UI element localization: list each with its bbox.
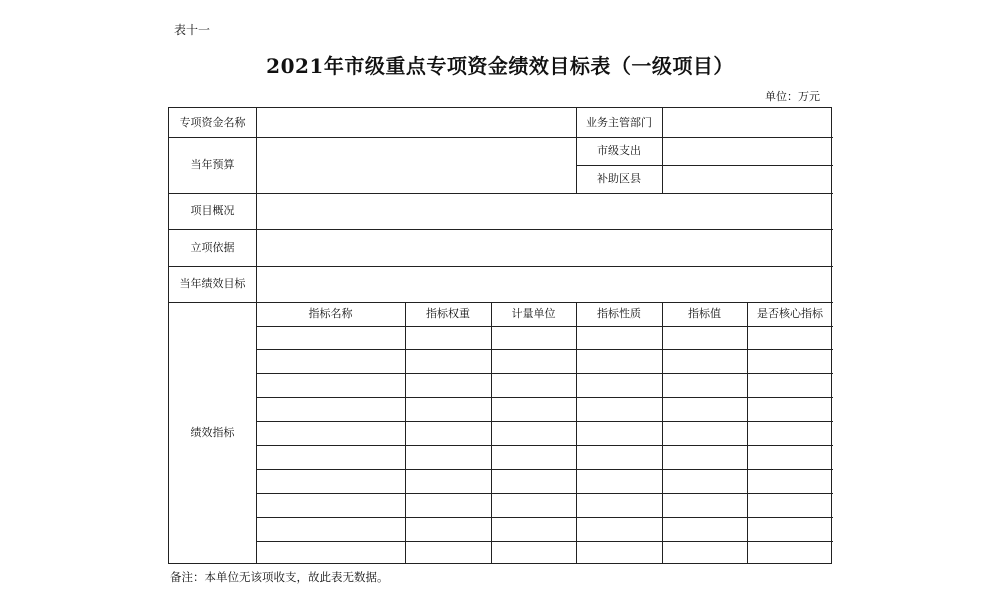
indicator-header-name: 指标名称 — [308, 307, 353, 320]
city-spend-label: 市级支出 — [597, 144, 641, 157]
fund-name-label: 专项资金名称 — [179, 116, 246, 129]
col-divider — [662, 302, 663, 563]
indicator-header-weight: 指标权重 — [426, 307, 470, 320]
col-divider — [747, 302, 748, 563]
indicator-header-nature: 指标性质 — [597, 307, 641, 320]
row-divider — [169, 302, 833, 303]
overview-label: 项目概况 — [190, 204, 235, 217]
page-title: 2021年市级重点专项资金绩效目标表（一级项目） — [266, 54, 734, 78]
performance-goal-table — [168, 107, 832, 564]
table-number-label: 表十一 — [174, 23, 211, 37]
unit-label: 单位：万元 — [765, 90, 820, 103]
row-divider — [169, 266, 833, 267]
row-divider — [576, 165, 833, 166]
dept-label: 业务主管部门 — [586, 116, 652, 129]
col-divider — [405, 302, 406, 563]
row-divider — [169, 193, 833, 194]
basis-label: 立项依据 — [190, 241, 235, 254]
footnote: 备注：本单位无该项收支，故此表无数据。 — [170, 570, 389, 584]
indicator-header-core: 是否核心指标 — [757, 307, 823, 320]
row-divider — [169, 229, 833, 230]
col-divider — [256, 108, 257, 193]
subsidy-label: 补助区县 — [597, 172, 641, 185]
indicator-header-value: 指标值 — [688, 307, 721, 320]
row-divider — [169, 137, 833, 138]
budget-label: 当年预算 — [190, 158, 235, 171]
col-divider — [491, 302, 492, 563]
indicator-label: 绩效指标 — [190, 426, 235, 439]
indicator-header-unit: 计量单位 — [511, 307, 556, 320]
col-divider — [256, 302, 257, 563]
goal-label: 当年绩效目标 — [179, 277, 246, 290]
col-divider — [662, 108, 663, 193]
col-divider — [576, 302, 577, 563]
col-divider — [256, 193, 257, 302]
